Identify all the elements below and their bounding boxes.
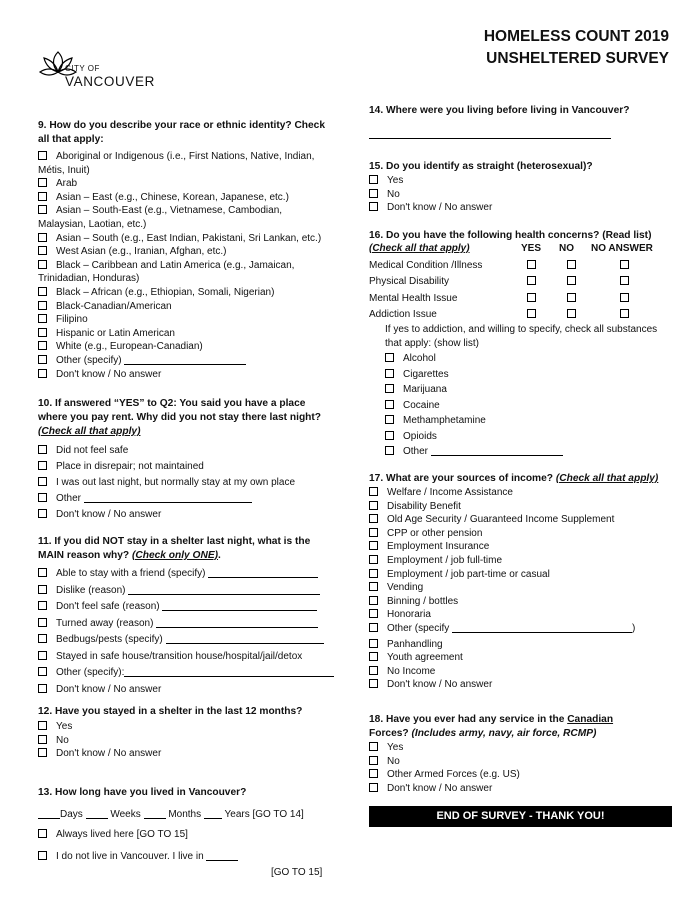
checkbox[interactable] [385,431,394,440]
substance-marijuana[interactable]: Marijuana [385,382,675,398]
health-row: Mental Health Issue [369,290,674,307]
checkbox[interactable] [38,477,47,486]
checkbox[interactable] [38,748,47,757]
income-cpp[interactable]: CPP or other pension [369,527,674,541]
days-line[interactable] [38,808,60,819]
option-always-lived[interactable]: Always lived here [GO TO 15] [38,827,338,843]
checkbox[interactable] [38,246,47,255]
weeks-line[interactable] [86,808,108,819]
checkbox[interactable] [38,651,47,660]
specify-line[interactable] [208,567,318,578]
specify-line[interactable] [124,666,334,677]
substance-cocaine[interactable]: Cocaine [385,398,675,414]
question-14-text: 14. Where were you living before living in Vancouver? [369,105,630,116]
option-hispanic[interactable]: Hispanic or Latin American [38,327,338,341]
checkbox[interactable] [385,384,394,393]
specify-line[interactable] [166,633,324,644]
question-17-text: 17. What are your sources of income? (Check all that apply) [369,473,659,484]
checkbox[interactable] [369,623,378,632]
income-job-part[interactable]: Employment / job part-time or casual [369,568,674,582]
question-14 [369,104,674,140]
option-filipino[interactable]: Filipino [38,313,338,327]
substance-cigarettes[interactable]: Cigarettes [385,367,675,383]
checkbox[interactable] [38,178,47,187]
checkbox[interactable] [38,369,47,378]
checkbox[interactable] [369,582,378,591]
option-no[interactable]: No [369,755,674,769]
health-row: Addiction Issue [369,307,674,324]
income-youth[interactable]: Youth agreement [369,651,674,665]
checkbox[interactable] [369,639,378,648]
checkbox[interactable] [38,341,47,350]
checkbox[interactable] [369,541,378,550]
no-checkbox[interactable] [567,293,576,302]
checkbox[interactable] [38,634,47,643]
col-no-answer: NO ANSWER [591,243,653,254]
checkbox[interactable] [38,493,47,502]
substance-other[interactable]: Other [385,444,675,460]
option-dont-know[interactable]: Don't know / No answer [38,682,338,699]
health-table-header [369,243,674,257]
checkbox[interactable] [369,666,378,675]
checkbox[interactable] [385,353,394,362]
option-not-live[interactable]: I do not live in Vancouver. I live in [38,849,338,865]
question-13 [38,786,338,880]
option-aboriginal[interactable]: Aboriginal or Indigenous (i.e., First Nations, Native, Indian, [38,150,338,164]
instruction: (Check all that apply) [369,243,470,254]
no-answer-checkbox[interactable] [620,309,629,318]
option-west-asian[interactable]: West Asian (e.g., Iranian, Afghan, etc.) [38,245,338,259]
checkbox[interactable] [369,652,378,661]
question-11-text: 11. If you did NOT stay in a shelter last night, what is the MAIN reason why? (Check only ONE). [38,536,311,561]
previous-residence-line[interactable] [369,128,611,139]
option-other[interactable]: Other (specify) [38,354,338,368]
option-not-safe[interactable]: Don't feel safe (reason) [38,599,338,616]
substances-instruction: If yes to addiction, and willing to specify, check all substances that apply: (show list) [385,324,658,349]
months-line[interactable] [144,808,166,819]
question-11 [38,535,338,698]
checkbox[interactable] [385,369,394,378]
checkbox[interactable] [38,233,47,242]
question-12-text: 12. Have you stayed in a shelter in the last 12 months? [38,706,303,717]
option-dont-know[interactable]: Don't know / No answer [38,507,338,523]
yes-checkbox[interactable] [527,293,536,302]
survey-title [484,26,669,70]
checkbox[interactable] [38,829,47,838]
substance-alcohol[interactable]: Alcohol [385,351,675,367]
income-job-full[interactable]: Employment / job full-time [369,554,674,568]
question-10-text: 10. If answered “YES” to Q2: You said you have a place where you pay rent. Why did you not stay there last night? (Check all that apply) [38,398,322,437]
option-dont-know[interactable]: Don't know / No answer [38,368,338,382]
income-panhandling[interactable]: Panhandling [369,638,674,652]
checkbox[interactable] [369,189,378,198]
option-yes[interactable]: Yes [369,741,674,755]
income-oas[interactable]: Old Age Security / Guaranteed Income Supplement [369,513,674,527]
checkbox[interactable] [38,601,47,610]
live-in-line[interactable] [206,850,238,861]
other-specify-line[interactable] [124,354,246,365]
question-9 [38,119,338,381]
option-aboriginal-cont: Métis, Inuit) [38,164,90,176]
checkbox[interactable] [38,314,47,323]
checkbox[interactable] [369,569,378,578]
checkbox[interactable] [369,501,378,510]
checkbox[interactable] [38,287,47,296]
option-other-forces[interactable]: Other Armed Forces (e.g. US) [369,768,674,782]
checkbox[interactable] [369,769,378,778]
checkbox[interactable] [38,192,47,201]
checkbox[interactable] [369,783,378,792]
option-asian-south[interactable]: Asian – South (e.g., East Indian, Pakistani, Sri Lankan, etc.) [38,232,338,246]
income-ei[interactable]: Employment Insurance [369,540,674,554]
reason-line[interactable] [128,584,320,595]
checkbox[interactable] [369,487,378,496]
yes-checkbox[interactable] [527,276,536,285]
title-line-1: HOMELESS COUNT 2019 [483,28,669,45]
option-arab[interactable]: Arab [38,177,338,191]
option-no[interactable]: No [369,188,674,202]
option-black-caribbean[interactable]: Black – Caribbean and Latin America (e.g., Jamaican, [38,259,338,273]
health-row: Medical Condition /Illness [369,257,674,274]
question-15-text: 15. Do you identify as straight (heterosexual)? [369,161,593,172]
option-other[interactable]: Other [38,491,338,507]
option-asian-southeast[interactable]: Asian – South-East (e.g., Vietnamese, Cambodian, [38,204,338,218]
question-9-text: 9. How do you describe your race or ethnic identity? Check all that apply: [38,120,326,145]
question-17 [369,472,674,692]
option-black-african[interactable]: Black – African (e.g., Ethiopian, Somali, Nigerian) [38,286,338,300]
checkbox[interactable] [369,756,378,765]
checkbox[interactable] [369,609,378,618]
col-yes: YES [521,243,542,254]
question-15 [369,160,674,215]
no-answer-checkbox[interactable] [620,260,629,269]
checkbox[interactable] [38,355,47,364]
duration-row: Days Weeks Months Years [GO TO 14] [38,807,338,823]
income-welfare[interactable]: Welfare / Income Assistance [369,486,674,500]
checkbox[interactable] [369,742,378,751]
question-18 [369,713,674,795]
option-turned-away[interactable]: Turned away (reason) [38,616,338,633]
option-dont-know[interactable]: Don't know / No answer [369,201,674,215]
option-dislike[interactable]: Dislike (reason) [38,583,338,600]
option-yes[interactable]: Yes [38,720,338,734]
checkbox[interactable] [38,205,47,214]
option-out-last-night[interactable]: I was out last night, but normally stay at my own place [38,475,338,491]
option-disrepair[interactable]: Place in disrepair; not maintained [38,459,338,475]
option-white[interactable]: White (e.g., European-Canadian) [38,340,338,354]
option-not-safe[interactable]: Did not feel safe [38,443,338,459]
question-10 [38,397,338,523]
checkbox[interactable] [369,555,378,564]
yes-checkbox[interactable] [527,260,536,269]
question-18-text: 18. Have you ever had any service in the Canadian Forces? (Includes army, navy, air force, RCMP) [369,714,614,739]
income-honoraria[interactable]: Honoraria [369,608,674,622]
substance-opioids[interactable]: Opioids [385,429,675,445]
option-yes[interactable]: Yes [369,174,674,188]
checkbox[interactable] [38,461,47,470]
income-vending[interactable]: Vending [369,581,674,595]
income-disability[interactable]: Disability Benefit [369,500,674,514]
yes-checkbox[interactable] [527,309,536,318]
checkbox[interactable] [38,667,47,676]
reason-line[interactable] [156,617,318,628]
option-asian-east[interactable]: Asian – East (e.g., Chinese, Korean, Japanese, etc.) [38,191,338,205]
option-black-canadian[interactable]: Black-Canadian/American [38,300,338,314]
other-substance-line[interactable] [431,445,563,456]
option-bedbugs[interactable]: Bedbugs/pests (specify) [38,632,338,649]
checkbox[interactable] [38,684,47,693]
no-answer-checkbox[interactable] [620,276,629,285]
checkbox[interactable] [369,175,378,184]
option-safe-house[interactable]: Stayed in safe house/transition house/hospital/jail/detox [38,649,338,666]
checkbox[interactable] [369,202,378,211]
checkbox[interactable] [38,851,47,860]
checkbox[interactable] [385,446,394,455]
checkbox[interactable] [369,679,378,688]
end-of-survey-banner: END OF SURVEY - THANK YOU! [369,806,672,827]
checkbox[interactable] [38,328,47,337]
question-13-text: 13. How long have you lived in Vancouver? [38,787,247,798]
no-answer-checkbox[interactable] [620,293,629,302]
checkbox[interactable] [38,568,47,577]
checkbox[interactable] [369,596,378,605]
checkbox[interactable] [38,618,47,627]
checkbox[interactable] [369,528,378,537]
income-binning[interactable]: Binning / bottles [369,595,674,609]
checkbox[interactable] [38,735,47,744]
question-12 [38,705,338,761]
option-no[interactable]: No [38,734,338,748]
health-row: Physical Disability [369,274,674,291]
option-friend[interactable]: Able to stay with a friend (specify) [38,566,338,583]
income-other[interactable]: Other (specify ) [369,622,674,636]
option-other[interactable]: Other (specify): [38,665,338,682]
income-dont-know[interactable]: Don't know / No answer [369,678,674,692]
no-checkbox[interactable] [567,309,576,318]
question-16-text: 16. Do you have the following health concerns? (Read list) [369,230,652,241]
checkbox[interactable] [385,415,394,424]
logo-vancouver-text: VANCOUVER [65,74,155,89]
checkbox[interactable] [38,260,47,269]
title-line-2: UNSHELTERED SURVEY [486,50,669,67]
option-asian-southeast-cont: Malaysian, Laotian, etc.) [38,218,147,230]
checkbox[interactable] [38,509,47,518]
checkbox[interactable] [38,151,47,160]
checkbox[interactable] [38,301,47,310]
col-no: NO [559,243,574,254]
other-line[interactable] [84,492,252,503]
substance-meth[interactable]: Methamphetamine [385,413,675,429]
option-black-caribbean-cont: Trinidadian, Honduras) [38,273,140,285]
option-dont-know[interactable]: Don't know / No answer [38,747,338,761]
logo-city-text: CITY OF [65,64,100,73]
no-checkbox[interactable] [567,276,576,285]
income-none[interactable]: No Income [369,665,674,679]
other-income-line[interactable] [452,622,632,633]
checkbox[interactable] [38,585,47,594]
question-16 [369,229,674,460]
checkbox[interactable] [38,721,47,730]
reason-line[interactable] [162,600,317,611]
checkbox[interactable] [38,445,47,454]
years-line[interactable] [204,808,222,819]
checkbox[interactable] [369,514,378,523]
city-of-vancouver-logo [38,48,158,94]
checkbox[interactable] [385,400,394,409]
no-checkbox[interactable] [567,260,576,269]
goto-15: [GO TO 15] [271,867,323,878]
option-dont-know[interactable]: Don't know / No answer [369,782,674,796]
